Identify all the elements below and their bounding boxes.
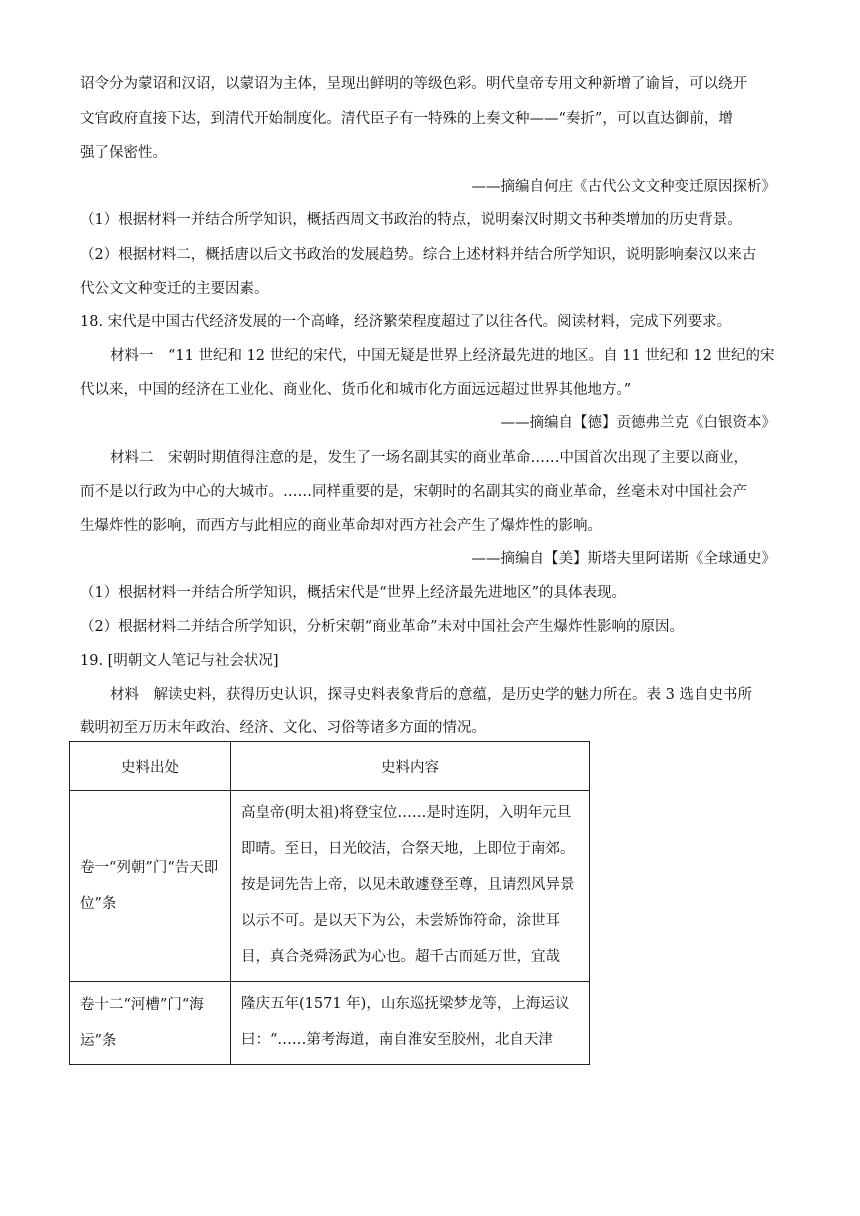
table-cell-source: 卷一“列朝”门“告天即位”条 <box>70 791 231 982</box>
material-1-cont: 代以来，中国的经济在工业化、商业化、货币化和城市化方面远远超过世界其他地方。” <box>80 382 632 398</box>
source-citation: ——摘编自【美】斯塔夫里阿诺斯《全球通史》 <box>471 551 776 567</box>
question-18-1: （1）根据材料一并结合所学知识，概括宋代是“世界上经济最先进地区”的具体表现。 <box>80 585 627 601</box>
question-17-1: （1）根据材料一并结合所学知识，概括西周文书政治的特点，说明秦汉时期文书种类增加的历史背景。 <box>80 212 742 228</box>
material-3: 材料 解读史料，获得历史认识，探寻史料表象背后的意蕴，是历史学的魅力所在。表 3 选自史书所 <box>110 687 752 703</box>
material-2-cont: 生爆炸性的影响，而西方与此相应的商业革命却对西方社会产生了爆炸性的影响。 <box>80 518 602 534</box>
question-18-stem: 18. 宋代是中国古代经济发展的一个高峰，经济繁荣程度超过了以往各代。阅读材料，完成下列要求。 <box>80 314 732 330</box>
table-header-row <box>70 742 590 791</box>
text-line: 强了保密性。 <box>80 145 167 161</box>
table-row <box>70 982 590 1065</box>
table-cell-content: 隆庆五年(1571 年)，山东巡抚梁梦龙等，上海运议曰：“……第考海道，南自淮安至胶州，北自天津 <box>231 982 590 1065</box>
source-table <box>69 741 590 1065</box>
material-2: 材料二 宋朝时期值得注意的是，发生了一场名副其实的商业革命……中国首次出现了主要以商业， <box>110 450 748 466</box>
material-2-cont: 而不是以行政为中心的大城市。……同样重要的是，宋朝时的名副其实的商业革命，丝毫未对中国社会产 <box>80 484 747 500</box>
question-17-2-cont: 代公文文种变迁的主要因素。 <box>80 281 269 297</box>
question-18-2: （2）根据材料二并结合所学知识，分析宋朝“商业革命”未对中国社会产生爆炸性影响的原因。 <box>80 619 685 635</box>
question-17-2: （2）根据材料二，概括唐以后文书政治的发展趋势。综合上述材料并结合所学知识，说明影响秦汉以来古 <box>80 247 757 263</box>
text-line: 诏令分为蒙诏和汉诏，以蒙诏为主体，呈现出鲜明的等级色彩。明代皇帝专用文种新增了谕旨，可以绕开 <box>80 76 747 92</box>
material-1: 材料一 “11 世纪和 12 世纪的宋代，中国无疑是世界上经济最先进的地区。自 11 世纪和 12 世纪的宋 <box>110 348 775 364</box>
table-row <box>70 791 590 982</box>
source-citation: ——摘编自何庄《古代公文文种变迁原因探析》 <box>471 179 776 195</box>
material-3-cont: 载明初至万历末年政治、经济、文化、习俗等诸多方面的情况。 <box>80 720 486 736</box>
table-cell-content: 高皇帝(明太祖)将登宝位……是时连阴，入明年元旦即晴。至日，日光皎洁，合祭天地，上即位于南郊。按是词先告上帝，以见未敢遽登至尊，且请烈风异景以示不可。是以天下为公，未尝矫饰符命，涂世耳目，真合尧舜汤武为心也。超千古而延万世，宜哉 <box>231 791 590 982</box>
source-citation: ——摘编自【德】贡德弗兰克《白银资本》 <box>500 415 776 431</box>
table-header-cell: 史料内容 <box>231 742 590 791</box>
question-19-stem: 19. [明朝文人笔记与社会状况] <box>80 653 279 669</box>
text-line: 文官政府直接下达，到清代开始制度化。清代臣子有一特殊的上奏文种——“奏折”，可以直达御前，增 <box>80 111 733 127</box>
table-cell-source: 卷十二“河槽”门“海运”条 <box>70 982 231 1065</box>
table-header-cell: 史料出处 <box>70 742 231 791</box>
